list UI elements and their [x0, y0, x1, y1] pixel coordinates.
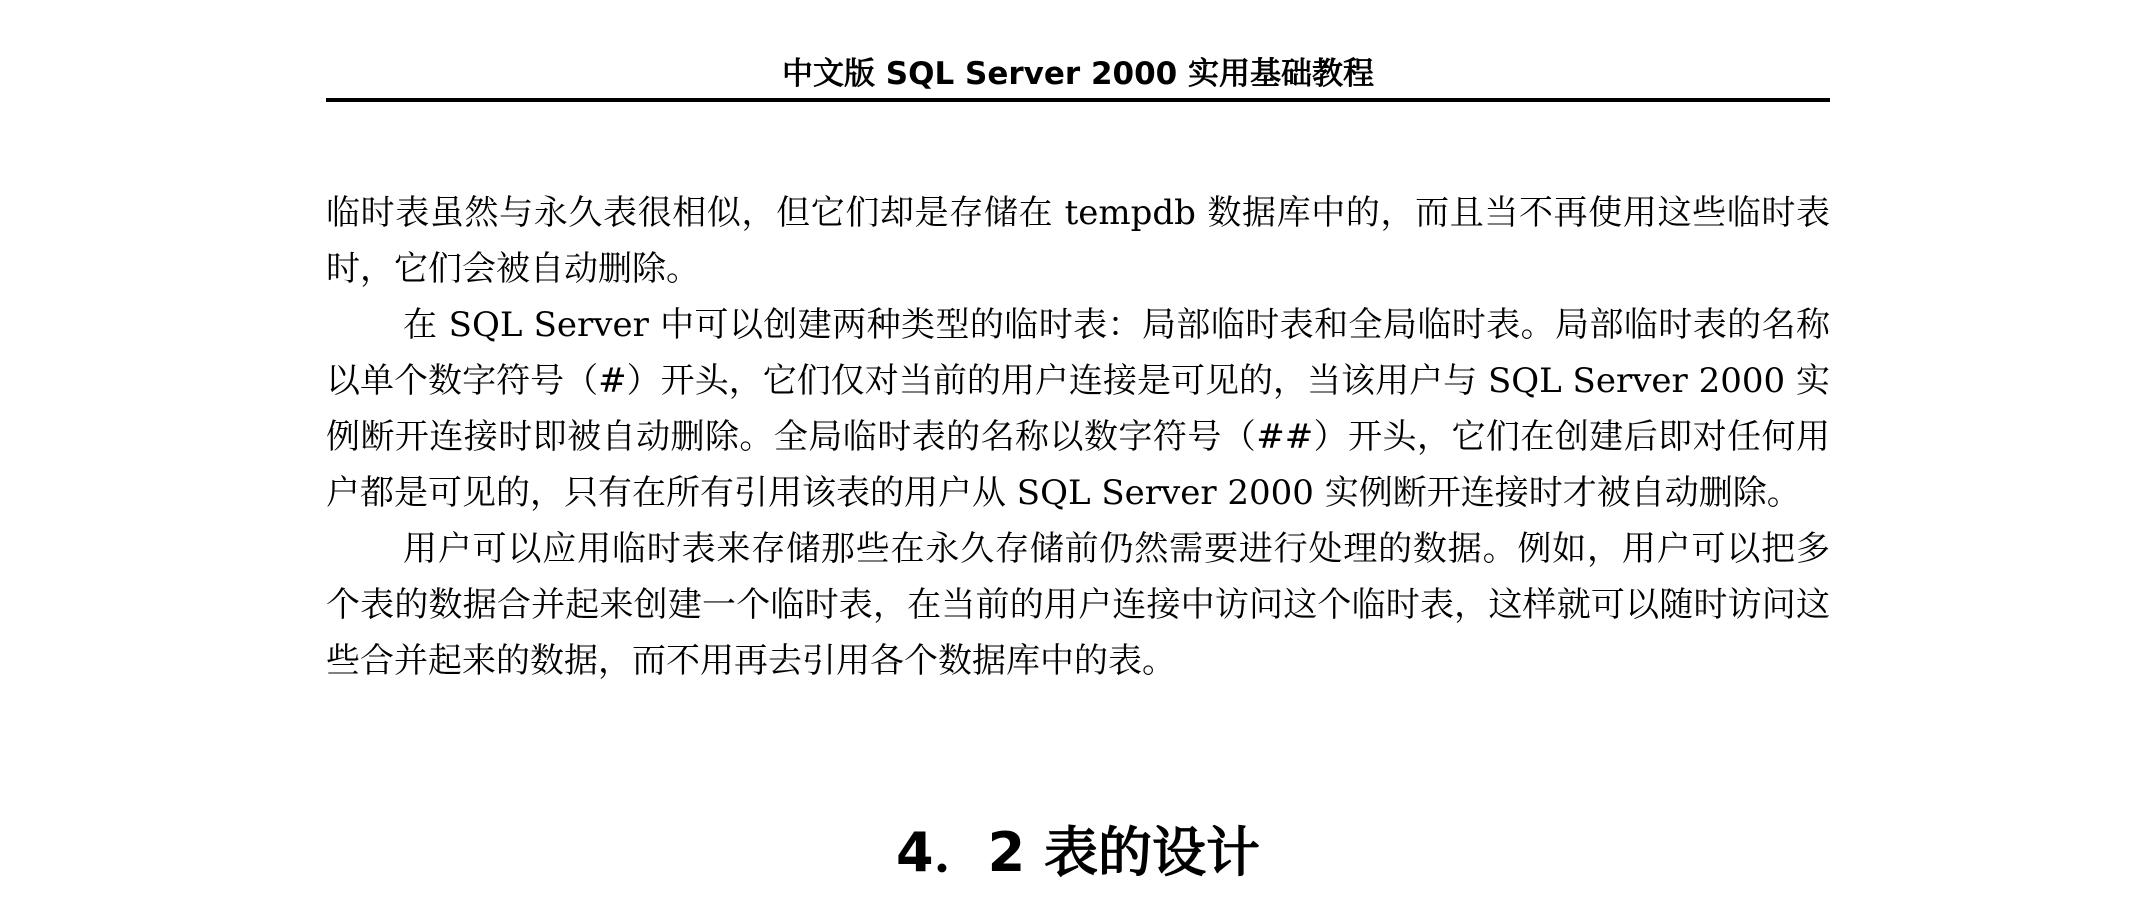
body-text — [326, 185, 1830, 689]
paragraph-temp-table-usage: 用户可以应用临时表来存储那些在永久存储前仍然需要进行处理的数据。例如，用户可以把多个表的数据合并起来创建一个临时表，在当前的用户连接中访问这个临时表，这样就可以随时访问这些合并起来的数据，而不用再去引用各个数据库中的表。 — [326, 529, 1830, 681]
paragraph-temp-table-intro: 临时表虽然与永久表很相似，但它们却是存储在 tempdb 数据库中的，而且当不再使用这些临时表时，它们会被自动删除。 — [326, 193, 1830, 289]
paragraph-temp-table-types: 在 SQL Server 中可以创建两种类型的临时表：局部临时表和全局临时表。局部临时表的名称以单个数字符号（#）开头，它们仅对当前的用户连接是可见的，当该用户与 SQL Server 2000 实例断开连接时即被自动删除。全局临时表的名称以数字符号（##）开头，它们在创建后即对任何用户都是可见的，只有在所有引用该表的用户从 SQL Server 2000 实例断开连接时才被自动删除。 — [326, 305, 1830, 513]
section-heading: 4．2 表的设计 — [896, 821, 1260, 884]
header-rule — [326, 98, 1830, 102]
running-header: 中文版 SQL Server 2000 实用基础教程 — [781, 56, 1375, 92]
book-page — [326, 0, 1830, 900]
